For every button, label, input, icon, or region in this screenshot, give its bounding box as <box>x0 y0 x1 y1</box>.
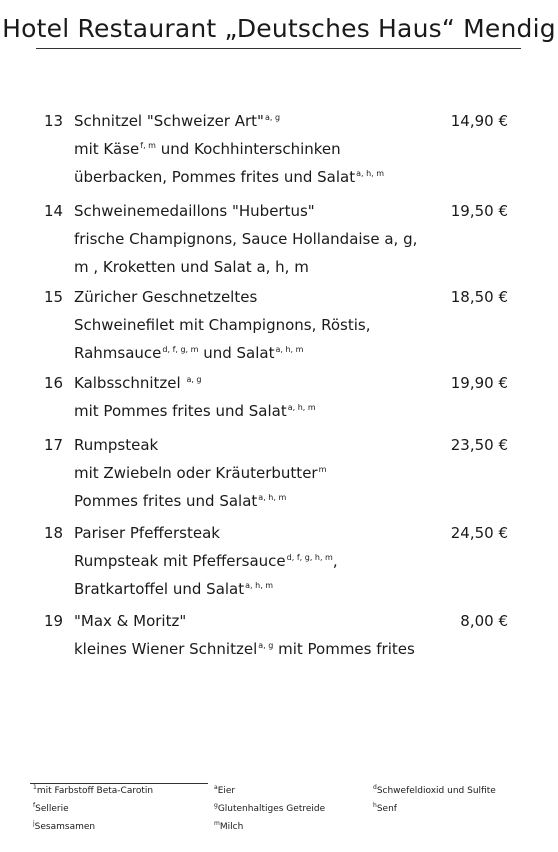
title-underline <box>36 48 521 49</box>
item-description: Pommes frites und Salat$^{a, h, m}$ <box>74 492 287 510</box>
item-name: Züricher Geschnetzeltes <box>74 288 258 306</box>
item-description: Rahmsauce$^{d, f, g, m}$ und Salat$^{a, h, m}$ <box>74 344 304 362</box>
allergen-codes: a, h, m <box>287 403 316 412</box>
allergen-codes: d, f, g, m <box>162 345 199 354</box>
item-description: mit Pommes frites und Salat$^{a, h, m}$ <box>74 402 316 420</box>
footnote-colorant: $^1$mit Farbstoff Beta-Carotin <box>33 784 154 796</box>
item-price: 19,50 € <box>450 202 508 220</box>
item-description: mit Käse$^{f, m}$ und Kochhinterschinken <box>74 140 341 158</box>
item-price: 8,00 € <box>460 612 508 630</box>
item-number: 16 <box>44 374 64 392</box>
allergen-codes: a, g <box>264 113 281 122</box>
allergen-codes: a, h, m <box>356 169 385 178</box>
allergen-codes: d, f, g, h, m <box>286 553 333 562</box>
allergen-codes: a, h, m <box>275 345 304 354</box>
item-name: Kalbsschnitzel $^{a, g}$ <box>74 374 202 392</box>
allergen-codes: a, h, m <box>245 581 274 590</box>
item-description: überbacken, Pommes frites und Salat$^{a, h, m}$ <box>74 168 385 186</box>
item-price: 24,50 € <box>450 524 508 542</box>
item-description: m , Kroketten und Salat a, h, m <box>74 258 309 276</box>
footnote-d: $^d$Schwefeldioxid und Sulfite <box>373 784 496 796</box>
item-name: Pariser Pfeffersteak <box>74 524 220 542</box>
item-price: 23,50 € <box>450 436 508 454</box>
allergen-codes: f, m <box>140 141 156 150</box>
allergen-footnotes <box>0 780 558 850</box>
footnote-m: $^m$Milch <box>214 820 244 832</box>
page-title: Hotel Restaurant „Deutsches Haus“ Mendig <box>2 14 556 43</box>
footnote-f: $^f$Sellerie <box>33 802 69 814</box>
item-price: 18,50 € <box>450 288 508 306</box>
item-description: mit Zwiebeln oder Kräuterbutter$^m$ <box>74 464 327 482</box>
item-description: Bratkartoffel und Salat$^{a, h, m}$ <box>74 580 274 598</box>
item-number: 13 <box>44 112 64 130</box>
footnote-h: $^h$Senf <box>373 802 397 814</box>
item-name: Schnitzel "Schweizer Art"$^{a, g}$ <box>74 112 281 130</box>
item-name: Rumpsteak <box>74 436 159 454</box>
item-description: kleines Wiener Schnitzel$^{a, g}$ mit Pommes frites <box>74 640 415 658</box>
item-price: 19,90 € <box>450 374 508 392</box>
item-price: 14,90 € <box>450 112 508 130</box>
allergen-codes: m <box>318 465 327 474</box>
allergen-codes: a, h, m <box>258 493 287 502</box>
item-description: frische Champignons, Sauce Hollandaise a, g, <box>74 230 418 248</box>
item-number: 15 <box>44 288 64 306</box>
footnote-g: $^g$Glutenhaltiges Getreide <box>214 802 326 814</box>
item-name: "Max & Moritz" <box>74 612 187 630</box>
item-description: Schweinefilet mit Champignons, Röstis, <box>74 316 371 334</box>
allergen-codes: a, g <box>258 641 274 650</box>
item-number: 14 <box>44 202 64 220</box>
footnote-a: $^a$Eier <box>214 784 236 796</box>
item-description: Rumpsteak mit Pfeffersauce$^{d, f, g, h, m}$, <box>74 552 338 570</box>
item-number: 18 <box>44 524 64 542</box>
allergen-codes: a, g <box>186 375 202 384</box>
item-name: Schweinemedaillons "Hubertus" <box>74 202 315 220</box>
item-number: 17 <box>44 436 64 454</box>
footnote-divider <box>30 783 208 784</box>
item-number: 19 <box>44 612 64 630</box>
footnote-j: $^j$Sesamsamen <box>33 820 96 832</box>
